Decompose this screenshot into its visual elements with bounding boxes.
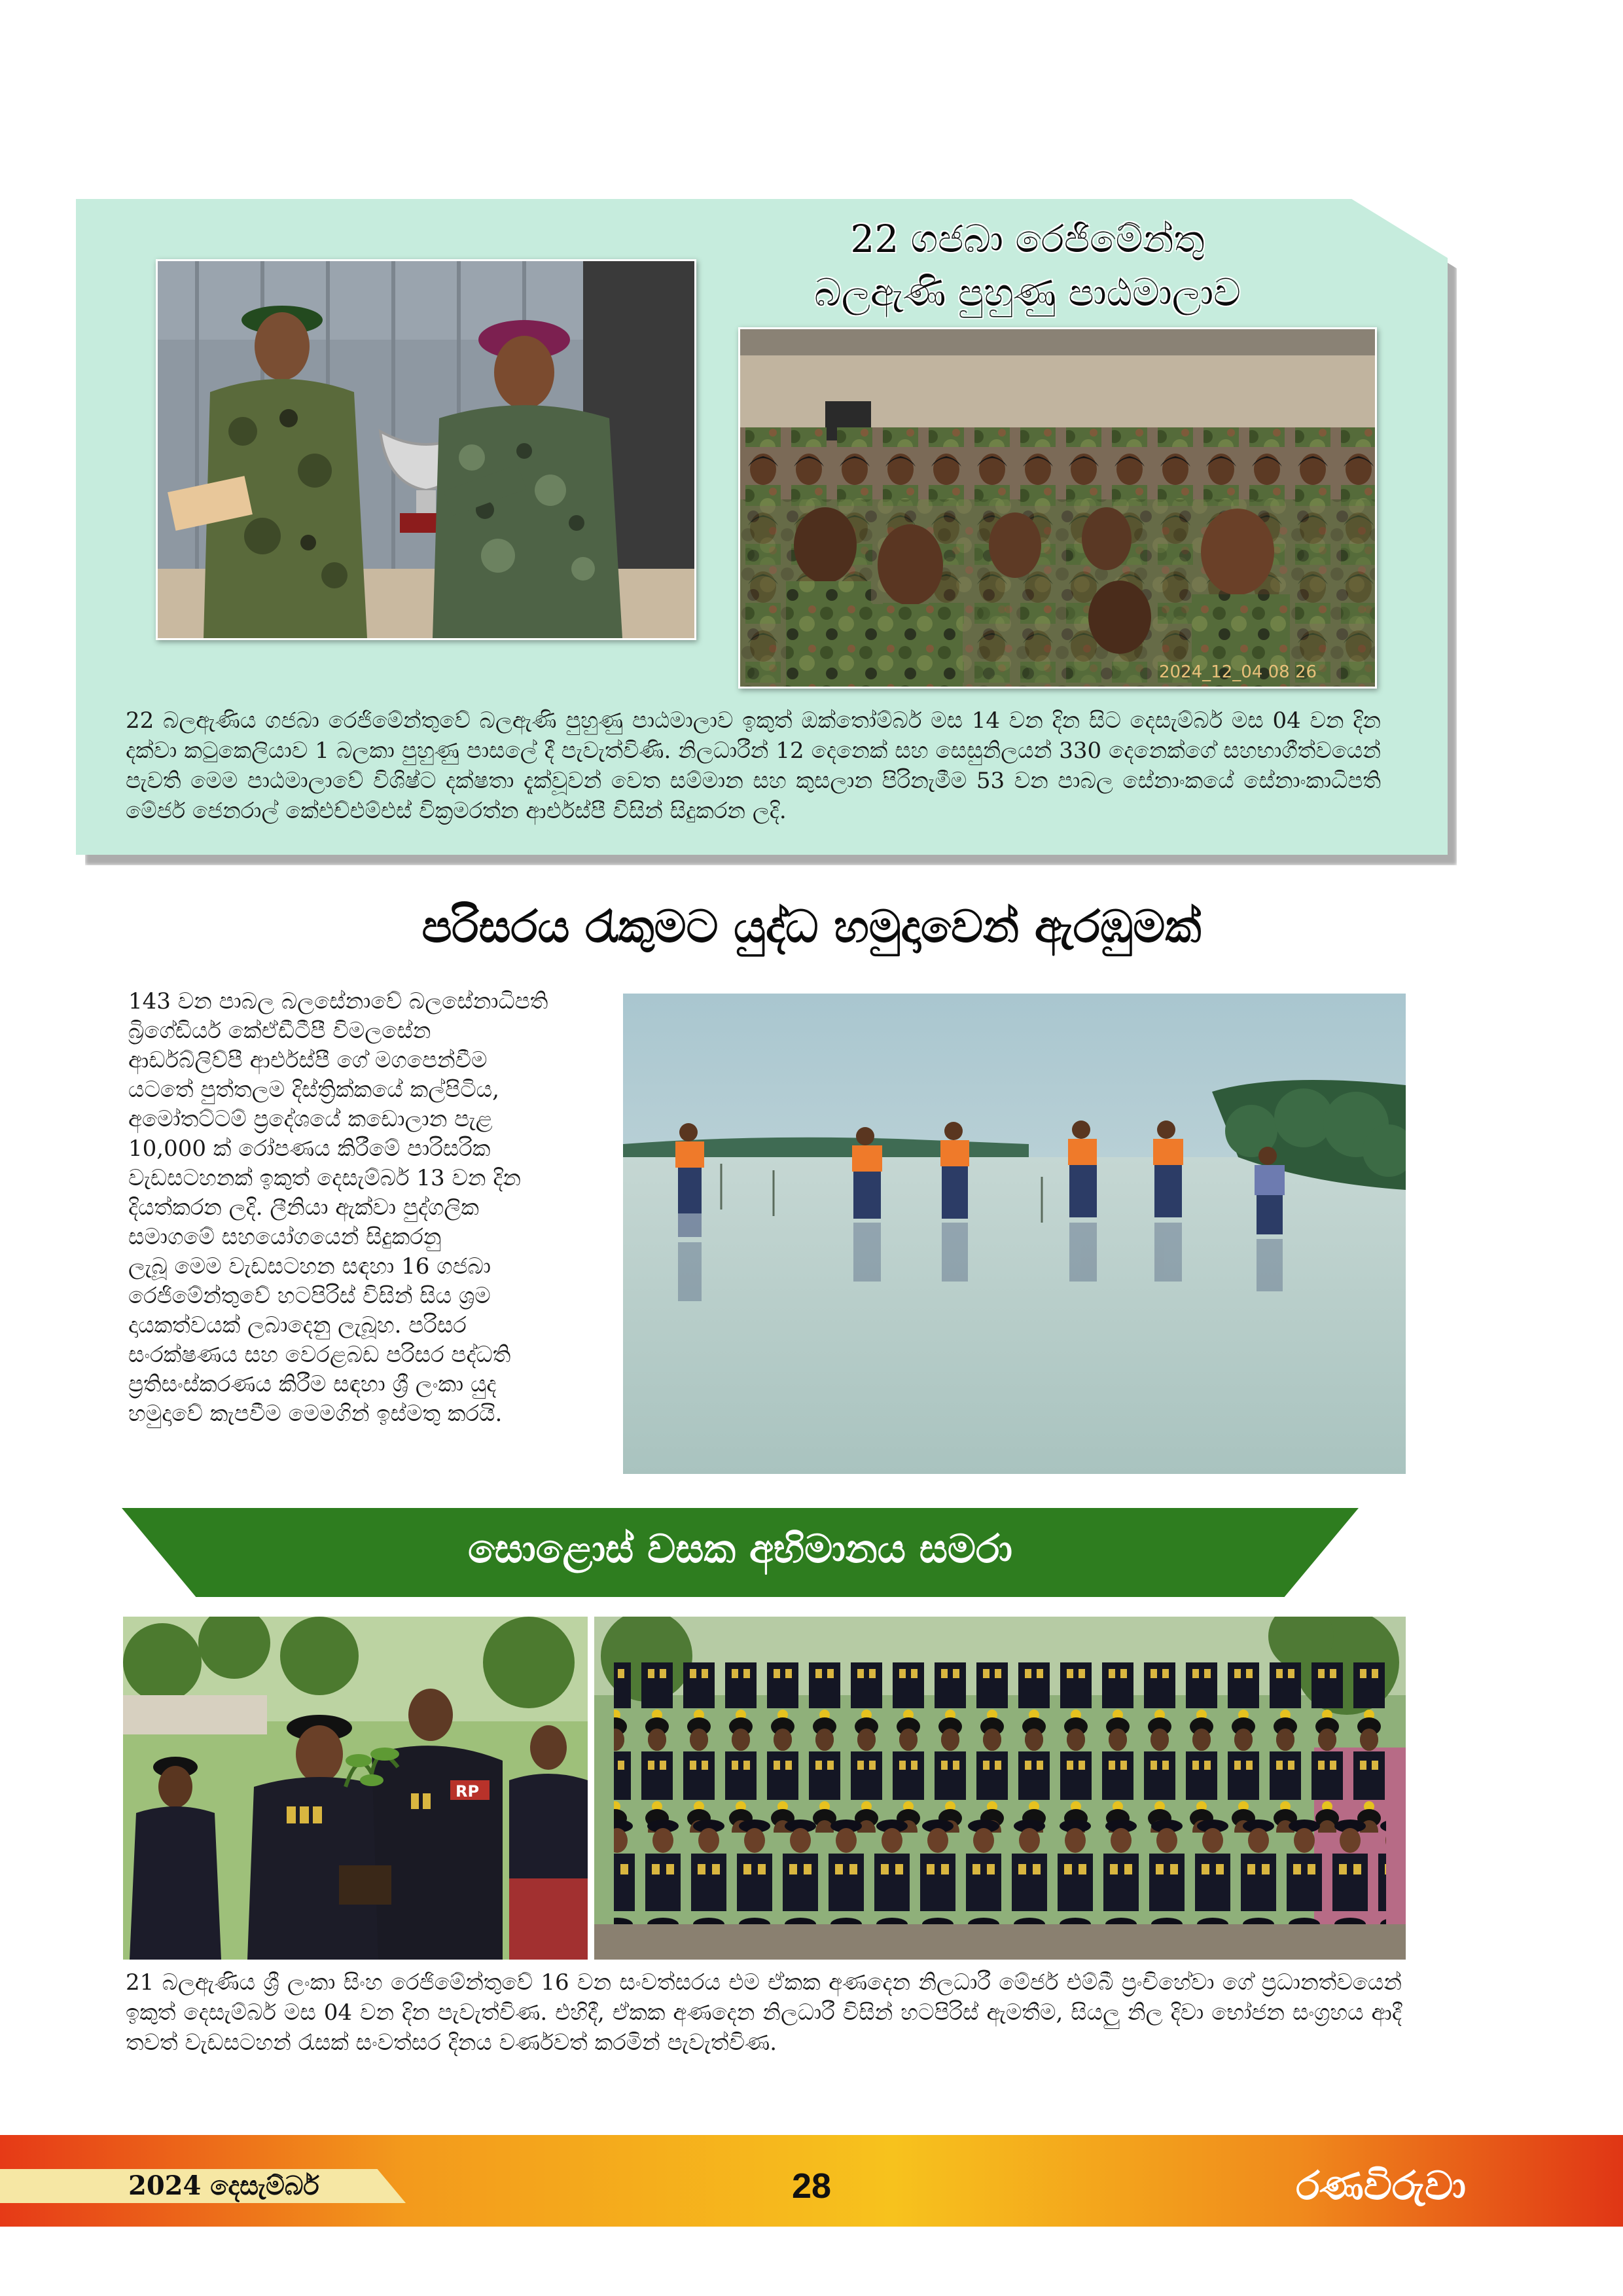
article-title-line-1: 22 ගජබා රෙජිමේන්තු	[850, 217, 1205, 261]
text-line: සමාගමේ සහයෝගයෙන් සිදුකරනු	[128, 1224, 442, 1250]
text-line: 10,000 ක් රෝපණය කිරීමේ පාරිසරික	[128, 1136, 491, 1162]
article-body-anniversary	[126, 1967, 1402, 2058]
article-paragraph: 22 බලඇණිය ගජබා රෙජිමේන්තුවේ බලඇණි පුහුණු පාඨමාලාව ඉකුත් ඔක්තෝම්බර් මස 14 වන දින සිට දෙසැම්බර් මස 04 වන දින දක්වා කටුකෙලියාව 1 බලකා පුහුණු පාසලේ දී පැවැත්විණි. නිලධාරීන් 12 දෙනෙක් සහ සෙසුනිලයන් 330 දෙනෙක්ගේ සහභාගීත්වයෙන් පැවති මෙම පාඨමාලාවේ විශිෂ්ට දක්ෂතා දැක්වූවන් වෙත සම්මාන සහ කුසලාන පිරිනැමීම 53 වන පාබල සේනාංකයේ සේනාංකාධිපති මේජර් ජෙනරාල් කේඑච්එම්එස් වික්‍රමරත්න ආර්එස්පී විසින් සිදුකරන ලදි.	[126, 708, 1381, 824]
text-line: හමුදාවේ කැපවීම මෙමගින් ඉස්මතු කරයි.	[128, 1401, 503, 1427]
article-body-environment	[128, 987, 573, 1429]
text-line: දියත්කරන ලදි. ලීනියා ඇක්වා පුද්ගලික	[128, 1194, 479, 1221]
text-line: ලැබූ මෙම වැඩසටහන සඳහා 16 ගජබා	[128, 1253, 491, 1280]
text-line: සංරක්ෂණය සහ වෙරළබඩ පරිසර පද්ධති	[128, 1342, 511, 1368]
issue-date: 2024 දෙසැම්බර්	[128, 2170, 319, 2201]
article-title-line-2: බලඇණි පුහුණු පාඨමාලාව	[814, 270, 1241, 315]
text-line: ආර්ඩබ්ලිව්පී ආර්එස්පී ගේ මගපෙන්වීම	[128, 1047, 488, 1073]
photo-tree-planting-ceremony	[123, 1617, 588, 1960]
text-line: ප්‍රතිසංස්කරණය කිරීම සඳහා ශ්‍රී ලංකා යුද	[128, 1371, 497, 1397]
text-line: දායකත්වයක් ලබාදෙනු ලැබූහ. පරිසර	[128, 1312, 467, 1338]
magazine-logo: රණවිරුවා	[1296, 2163, 1466, 2209]
text-line: බ්‍රිගේඩියර් කේඒඩීටීපී විමලසේන	[128, 1018, 431, 1044]
article-title-environment: පරිසරය රැකුමට යුද්ධ හමුදාවෙන් ඇරඹුමක්	[421, 901, 1202, 953]
text-line: අමෝතට්ටම් ප්‍රදේශයේ කඩොලාන පැළ	[128, 1106, 493, 1132]
article-paragraph: 21 බලඇණිය ශ්‍රී ලංකා සිංහ රෙජිමේන්තුවේ 16 වන සංවත්සරය එම ඒකක අණදෙන නිලධාරී මේජර් එම්බී ප්‍රංචිහේවා ගේ ප්‍රධානත්වයෙන් ඉකුත් දෙසැම්බර් මස 04 වන දින පැවැත්විණ. එහිදී, ඒකක අණදෙන නිලධාරී විසින් හටපිරිස් ඇමතීම, සියලු නිල දිවා භෝජන සංග්‍රහය ආදී තවත් වැඩසටහන් රැසක් සංවත්සර දිනය වර්ණවත් කරමින් පැවැත්විණ.	[126, 1969, 1402, 2056]
text-line: 143 වන පාබල බලසේනාවේ බලසේනාධිපති	[128, 988, 548, 1014]
photo-timestamp: 2024_12_04 08 26	[1159, 662, 1317, 682]
photo-mangrove-planting	[623, 994, 1406, 1474]
text-line: යටතේ පුත්තලම දිස්ත්‍රික්කයේ කල්පිටිය,	[128, 1077, 499, 1103]
article-title-anniversary: සොළොස් වසක අභිමානය සමරා	[467, 1526, 1013, 1572]
text-line: වැඩසටහනක් ඉකුත් දෙසැම්බර් 13 වන දින	[128, 1165, 522, 1191]
page-number: 28	[791, 2166, 832, 2206]
photo-trophy-presentation	[156, 259, 696, 640]
text-line: රෙජිමේන්තුවේ හටපිරිස් විසින් සිය ශ්‍රම	[128, 1283, 491, 1309]
photo-group-portrait	[594, 1617, 1406, 1960]
rp-badge: RP	[455, 1782, 480, 1801]
article-body-training-course	[126, 706, 1381, 826]
photo-seated-trainees	[738, 327, 1377, 689]
